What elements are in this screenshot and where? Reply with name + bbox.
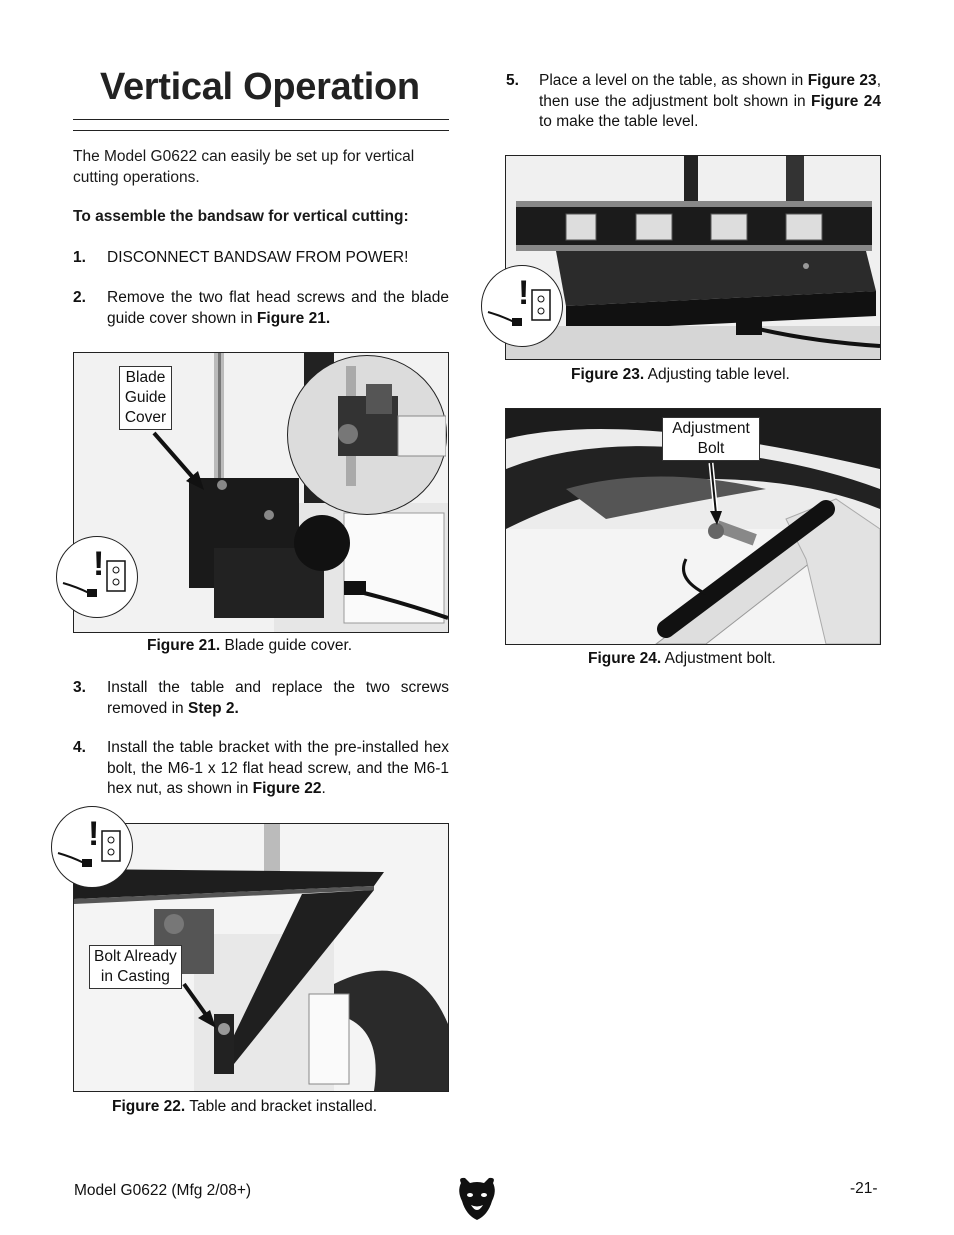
callout-adjustment-bolt: Adjustment Bolt (662, 417, 760, 461)
footer-model: Model G0622 (Mfg 2/08+) (74, 1182, 252, 1199)
step-4-number: 4. (73, 739, 86, 756)
callout-arrow (506, 409, 880, 644)
figure-23-caption: Figure 23. Adjusting table level. (571, 366, 790, 383)
subheading: To assemble the bandsaw for vertical cutting: (73, 208, 409, 225)
step-1-text: DISCONNECT BANDSAW FROM POWER! (107, 249, 409, 266)
step-3-number: 3. (73, 679, 86, 696)
figure-21-caption: Figure 21. Blade guide cover. (147, 637, 353, 654)
unplug-warning-icon (51, 806, 133, 888)
figure-24-photo (505, 408, 881, 645)
intro-paragraph: The Model G0622 can easily be set up for vertical cutting operations. (73, 148, 415, 186)
step-2-text: Remove the two flat head screws and the blade guide cover shown in Figure 21. (107, 289, 449, 327)
step-1-number: 1. (73, 249, 86, 266)
svg-text:!: ! (93, 545, 105, 583)
svg-text:!: ! (518, 274, 530, 312)
callout-bolt-already-in-casting: Bolt Already in Casting (89, 945, 182, 989)
title-rule-bottom (73, 130, 449, 131)
footer-page-number: -21- (850, 1180, 878, 1197)
figure-24-caption: Figure 24. Adjustment bolt. (588, 650, 776, 667)
unplug-warning-icon (481, 265, 563, 347)
svg-text:!: ! (88, 815, 100, 853)
step-5-text: Place a level on the table, as shown in Figure 23, then use the adjustment bolt shown in Figure 24 to make the table level. (539, 72, 881, 130)
callout-blade-guide-cover: Blade Guide Cover (119, 366, 172, 430)
step-2-number: 2. (73, 289, 86, 306)
grizzly-bear-logo-icon (456, 1175, 498, 1226)
figure-22-caption: Figure 22. Table and bracket installed. (112, 1098, 378, 1115)
step-3-text: Install the table and replace the two screws removed in Step 2. (107, 679, 449, 717)
step-5-number: 5. (506, 72, 519, 89)
page-title: Vertical Operation (100, 66, 420, 108)
unplug-warning-icon (56, 536, 138, 618)
title-rule-top (73, 119, 449, 120)
level-on-table-illustration (506, 156, 880, 359)
step-4-text: Install the table bracket with the pre-installed hex bolt, the M6-1 x 12 flat head screw, and the M6-1 hex nut, as shown in Figure 22. (107, 739, 449, 797)
